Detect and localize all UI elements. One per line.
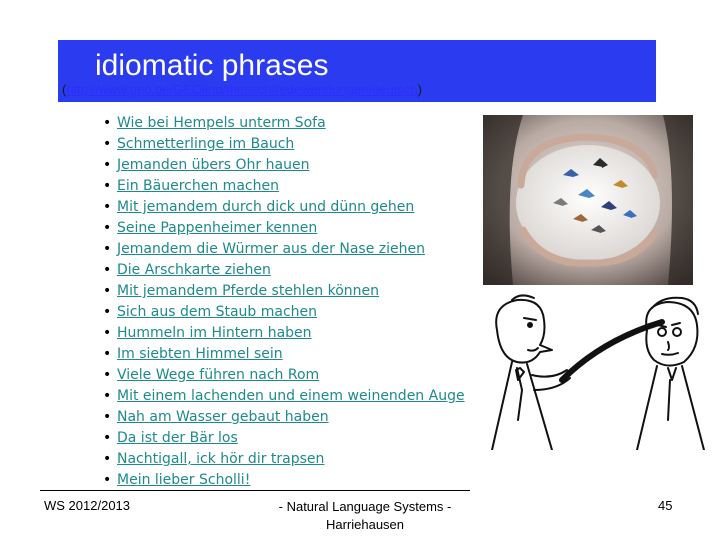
- bullet-icon: •: [103, 388, 112, 404]
- phrase-link[interactable]: Im siebten Himmel sein: [117, 346, 283, 362]
- phrase-link[interactable]: Jemandem die Würmer aus der Nase ziehen: [117, 241, 425, 257]
- bullet-icon: •: [103, 304, 112, 320]
- bullet-icon: •: [103, 283, 112, 299]
- list-item: [103, 260, 465, 281]
- bullet-icon: •: [103, 409, 112, 425]
- phrase-link[interactable]: Sich aus dem Staub machen: [117, 304, 318, 320]
- bullet-icon: •: [103, 472, 112, 488]
- list-item: [103, 176, 465, 197]
- list-item: [103, 449, 465, 470]
- list-item: [103, 365, 465, 386]
- source-link[interactable]: http://www.geo.de/GEOlino/mensch/redewendungen/deutsch: [66, 82, 418, 97]
- list-item: [103, 197, 465, 218]
- list-item: [103, 470, 465, 491]
- phrase-link[interactable]: Hummeln im Hintern haben: [117, 325, 312, 341]
- phrase-link[interactable]: Viele Wege führen nach Rom: [117, 367, 320, 383]
- phrase-link[interactable]: Ein Bäuerchen machen: [117, 178, 279, 194]
- bullet-icon: •: [103, 157, 112, 173]
- phrase-link[interactable]: Nah am Wasser gebaut haben: [117, 409, 329, 425]
- source-close-paren: ): [417, 82, 422, 97]
- list-item: [103, 113, 465, 134]
- list-item: [103, 407, 465, 428]
- list-item: [103, 281, 465, 302]
- phrase-link[interactable]: Nachtigall, ick hör dir trapsen: [117, 451, 325, 467]
- list-item: [103, 302, 465, 323]
- butterflies-photo: [483, 115, 693, 285]
- page-number: 45: [658, 498, 673, 513]
- list-item: [103, 134, 465, 155]
- phrase-link[interactable]: Seine Pappenheimer kennen: [117, 220, 318, 236]
- phrase-link[interactable]: Mit einem lachenden und einem weinenden Auge: [117, 388, 465, 404]
- phrase-list: [103, 113, 465, 491]
- footer-course: - Natural Language Systems - Harriehausen: [278, 499, 452, 532]
- phrase-link[interactable]: Mit jemandem Pferde stehlen können: [117, 283, 380, 299]
- footer-divider: [40, 490, 470, 491]
- bullet-icon: •: [103, 430, 112, 446]
- source-line: [62, 82, 422, 97]
- phrase-link[interactable]: Jemanden übers Ohr hauen: [117, 157, 310, 173]
- list-item: [103, 344, 465, 365]
- list-item: [103, 386, 465, 407]
- bullet-icon: •: [103, 178, 112, 194]
- bullet-icon: •: [103, 325, 112, 341]
- source-open-paren: (: [62, 82, 67, 97]
- phrase-link[interactable]: Mit jemandem durch dick und dünn gehen: [117, 199, 415, 215]
- phrase-link[interactable]: Schmetterlinge im Bauch: [117, 136, 295, 152]
- list-item: [103, 428, 465, 449]
- bullet-icon: •: [103, 136, 112, 152]
- bullet-icon: •: [103, 241, 112, 257]
- slide-title: idiomatic phrases: [95, 49, 329, 82]
- bullet-icon: •: [103, 199, 112, 215]
- phrase-link[interactable]: Die Arschkarte ziehen: [117, 262, 271, 278]
- list-item: [103, 239, 465, 260]
- bullet-icon: •: [103, 367, 112, 383]
- list-item: [103, 323, 465, 344]
- list-item: [103, 218, 465, 239]
- phrase-link[interactable]: Mein lieber Scholli!: [117, 472, 251, 488]
- list-item: [103, 155, 465, 176]
- ear-pulling-cartoon: [472, 290, 712, 450]
- phrase-link[interactable]: Da ist der Bär los: [117, 430, 238, 446]
- phrase-link[interactable]: Wie bei Hempels unterm Sofa: [117, 115, 326, 131]
- bullet-icon: •: [103, 262, 112, 278]
- bullet-icon: •: [103, 451, 112, 467]
- bullet-icon: •: [103, 220, 112, 236]
- footer-semester: WS 2012/2013: [44, 498, 131, 513]
- bullet-icon: •: [103, 115, 112, 131]
- bullet-icon: •: [103, 346, 112, 362]
